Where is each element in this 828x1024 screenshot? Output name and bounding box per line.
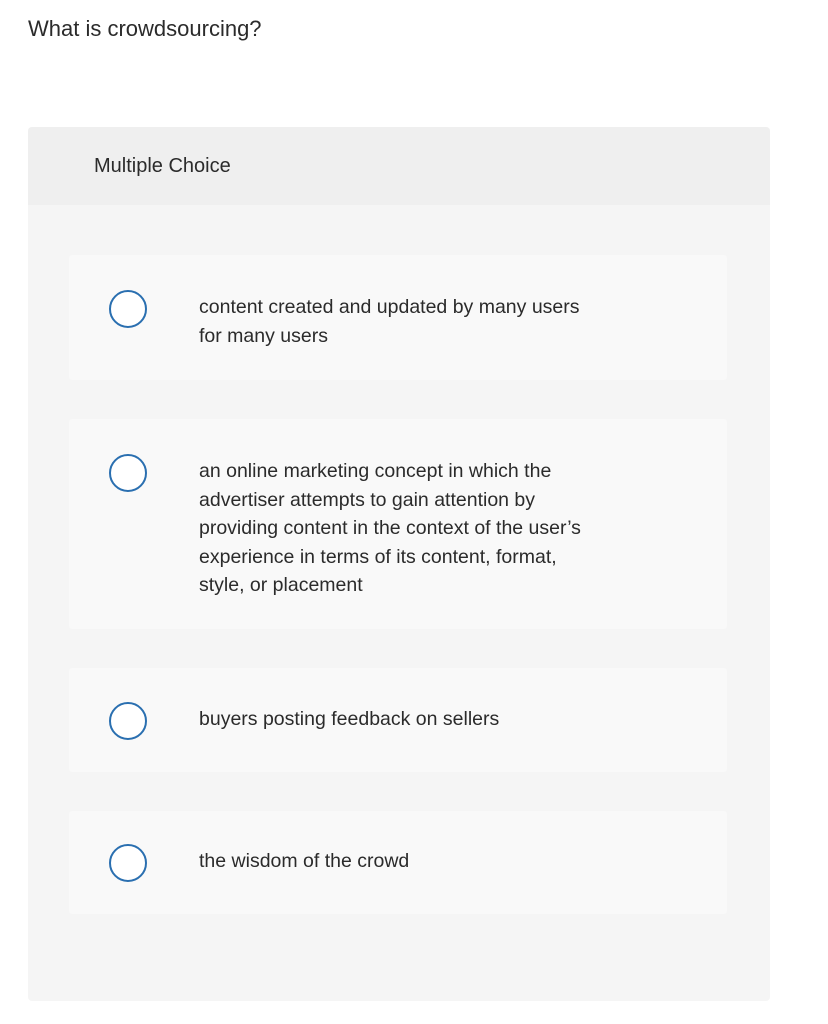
answer-option[interactable]	[69, 668, 727, 772]
radio-button-icon[interactable]	[109, 454, 147, 492]
radio-button-icon[interactable]	[109, 844, 147, 882]
multiple-choice-panel	[28, 127, 770, 1001]
answer-option[interactable]	[69, 811, 727, 914]
answer-option[interactable]	[69, 255, 727, 380]
answer-option[interactable]	[69, 419, 727, 629]
question-type-label: Multiple Choice	[94, 155, 231, 177]
panel-header	[28, 127, 770, 205]
radio-button-icon[interactable]	[109, 290, 147, 328]
answer-option-label: an online marketing concept in which the advertiser attempts to gain attention by providing content in the context of the user’s experience in terms of its content, format, style, or placement	[199, 460, 581, 596]
question-text: What is crowdsourcing?	[28, 16, 262, 41]
answer-option-label: the wisdom of the crowd	[199, 850, 410, 872]
radio-button-icon[interactable]	[109, 702, 147, 740]
answer-option-label: content created and updated by many users for many users	[199, 296, 580, 347]
answer-option-label: buyers posting feedback on sellers	[199, 708, 500, 730]
